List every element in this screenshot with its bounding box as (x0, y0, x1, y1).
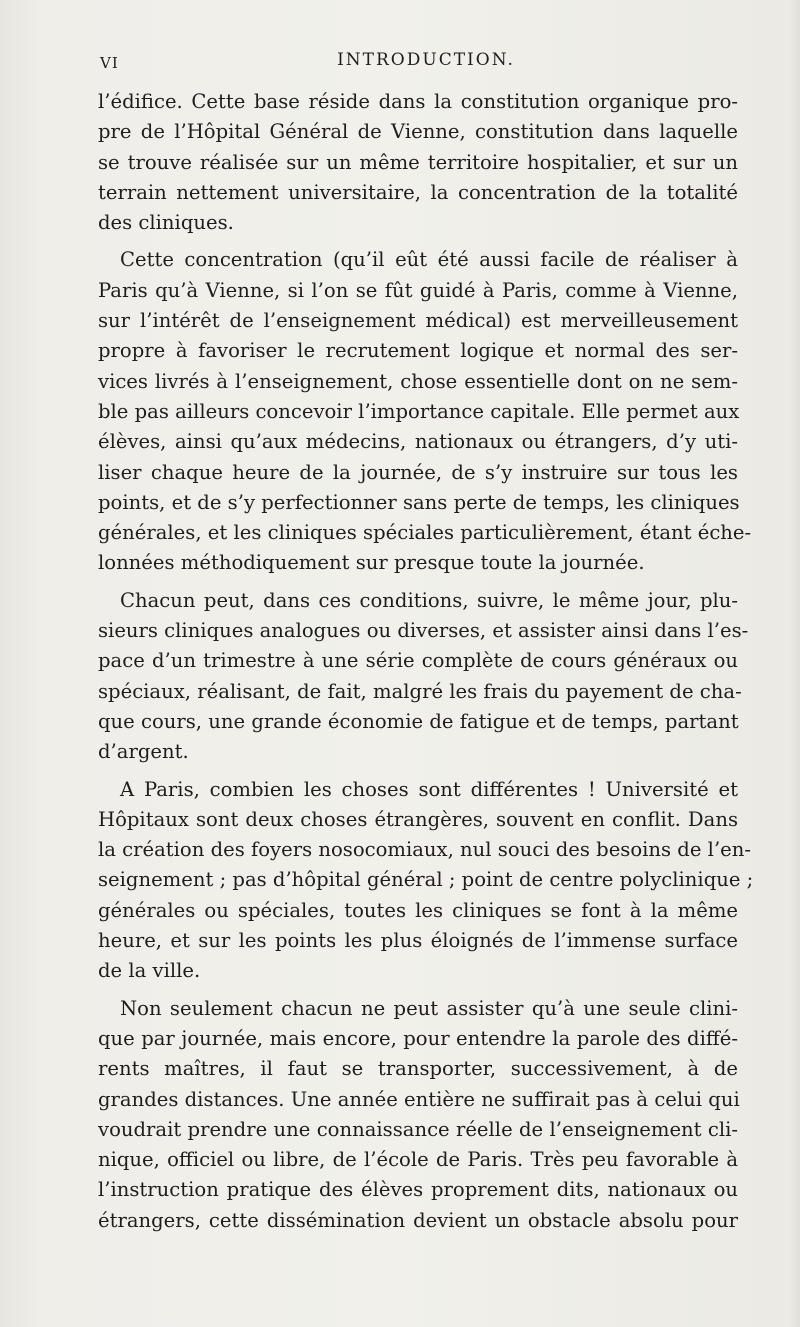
text-line: liser chaque heure de la journée, de s’y instruire sur tous les (98, 460, 738, 484)
text-line: Chacun peut, dans ces conditions, suivre, le même jour, plu- (120, 588, 738, 612)
paragraph (98, 87, 738, 238)
text-line: étrangers, cette dissémination devient un obstacle absolu pour (98, 1208, 738, 1232)
text-line: que cours, une grande économie de fatigue et de temps, partant (98, 709, 739, 733)
text-line: pace d’un trimestre à une série complète de cours généraux ou (98, 649, 738, 673)
text-line: heure, et sur les points les plus éloignés de l’immense surface (98, 929, 738, 953)
text-line: sieurs cliniques analogues ou diverses, et assister ainsi dans l’es- (98, 619, 749, 643)
running-head (96, 50, 736, 78)
body-text (98, 87, 754, 1236)
text-line: seignement ; pas d’hôpital général ; point de centre polyclinique ; (98, 868, 754, 892)
text-line: se trouve réalisée sur un même territoire hospitalier, et sur un (98, 150, 738, 174)
paragraph (98, 994, 738, 1236)
text-line: A Paris, combien les choses sont différentes ! Université et (120, 777, 738, 801)
text-line: générales, et les cliniques spéciales particulièrement, étant éche- (98, 521, 752, 545)
text-line: vices livrés à l’enseignement, chose essentielle dont on ne sem- (98, 369, 738, 393)
paragraph (98, 775, 754, 987)
text-line: de la ville. (98, 959, 201, 983)
text-line: ble pas ailleurs concevoir l’importance capitale. Elle permet aux (98, 399, 740, 423)
text-line: élèves, ainsi qu’aux médecins, nationaux ou étrangers, d’y uti- (98, 430, 738, 454)
text-line: grandes distances. Une année entière ne suffirait pas à celui qui (98, 1087, 740, 1111)
text-line: l’édifice. Cette base réside dans la constitution organique pro- (98, 90, 738, 113)
text-line: d’argent. (98, 740, 189, 764)
text-line: générales ou spéciales, toutes les cliniques se font à la même (98, 898, 738, 922)
text-line: l’instruction pratique des élèves proprement dits, nationaux ou (98, 1178, 738, 1202)
text-line: Paris qu’à Vienne, si l’on se fût guidé à Paris, comme à Vienne, (98, 278, 738, 302)
text-line: nique, officiel ou libre, de l’école de Paris. Très peu favorable à (98, 1148, 738, 1172)
running-title: INTRODUCTION. (337, 50, 515, 70)
text-line: pre de l’Hôpital Général de Vienne, constitution dans laquelle (98, 120, 738, 144)
text-line: lonnées méthodiquement sur presque toute la journée. (98, 551, 645, 575)
text-line: la création des foyers nosocomiaux, nul souci des besoins de l’en- (98, 838, 752, 862)
text-line: rents maîtres, il faut se transporter, successivement, à de (98, 1057, 738, 1081)
paragraph (98, 586, 749, 768)
text-line: spéciaux, réalisant, de fait, malgré les frais du payement de cha- (98, 679, 742, 703)
text-line: points, et de s’y perfectionner sans perte de temps, les cliniques (98, 490, 740, 514)
text-line: propre à favoriser le recrutement logique et normal des ser- (98, 339, 738, 363)
text-line: sur l’intérêt de l’enseignement médical) est merveilleusement (98, 309, 738, 333)
text-line: que par journée, mais encore, pour entendre la parole des diffé- (98, 1026, 738, 1050)
text-line: des cliniques. (98, 211, 234, 235)
paragraph (98, 245, 752, 578)
page-number: VI (100, 54, 119, 72)
text-line: terrain nettement universitaire, la concentration de la totalité (98, 180, 738, 204)
text-line: voudrait prendre une connaissance réelle de l’enseignement cli- (98, 1117, 738, 1141)
text-line: Cette concentration (qu’il eût été aussi facile de réaliser à (120, 248, 738, 272)
text-line: Hôpitaux sont deux choses étrangères, souvent en conflit. Dans (98, 807, 738, 831)
text-line: Non seulement chacun ne peut assister qu’à une seule clini- (120, 996, 738, 1020)
